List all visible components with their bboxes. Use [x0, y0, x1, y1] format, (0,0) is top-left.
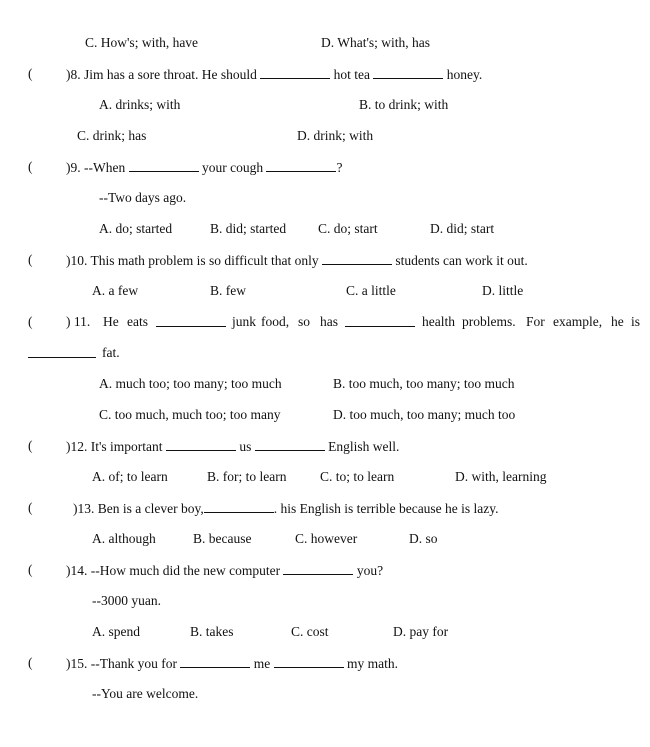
- q13-options-row: [0, 529, 650, 549]
- question-text: )13. Ben is a clever boy, . his English is terrible because he is lazy.: [73, 498, 499, 519]
- q9-reply: [0, 188, 650, 208]
- answer-blank[interactable]: [180, 653, 250, 668]
- q12-options-row: [0, 467, 650, 487]
- answer-blank[interactable]: [260, 64, 330, 79]
- q13-option-c: C. however: [295, 531, 358, 546]
- question-number: )14.: [66, 563, 88, 578]
- q11-option-c: C. too much, much too; too many: [99, 407, 281, 422]
- q12-option-a: A. of; to learn: [92, 469, 168, 484]
- q11-question-continued: fat.: [0, 343, 650, 363]
- question-text: )15. --Thank you for me my math.: [66, 653, 398, 674]
- q12-option-c: C. to; to learn: [320, 469, 395, 484]
- q14-option-c: C. cost: [291, 624, 329, 639]
- answer-paren-open: (: [28, 314, 33, 329]
- q8-option-c: C. drink; has: [77, 128, 147, 143]
- answer-blank[interactable]: [28, 343, 96, 358]
- q10-options-row: [0, 281, 650, 301]
- answer-blank[interactable]: [255, 436, 325, 451]
- question-number: )10.: [66, 253, 88, 268]
- q9-option-b: B. did; started: [210, 221, 287, 236]
- q9-question: [0, 157, 650, 177]
- question-number: )9.: [66, 160, 81, 175]
- q7-option-c: C. How's; with, have: [85, 35, 199, 50]
- q14-question: [0, 560, 650, 580]
- answer-paren-open: (: [28, 500, 33, 515]
- q14-option-a: A. spend: [92, 624, 140, 639]
- q8-option-a: A. drinks; with: [99, 97, 181, 112]
- answer-blank[interactable]: [283, 560, 353, 575]
- reply-text: --Two days ago.: [99, 190, 187, 205]
- question-number: )12.: [66, 439, 88, 454]
- q14-options-row: [0, 622, 650, 642]
- answer-blank[interactable]: [204, 498, 274, 513]
- question-text: )10. This math problem is so difficult that only students can work it out.: [66, 250, 528, 271]
- q10-question: [0, 250, 650, 270]
- question-number: ) 11.: [66, 314, 91, 329]
- q13-option-d: D. so: [409, 531, 438, 546]
- question-text: )8. Jim has a sore throat. He should hot tea honey.: [66, 64, 482, 85]
- question-text: )12. It's important us English well.: [66, 436, 399, 457]
- answer-blank[interactable]: [129, 157, 199, 172]
- answer-blank[interactable]: [345, 312, 415, 327]
- q7-option-d: D. What's; with, has: [321, 35, 431, 50]
- answer-paren-open: (: [28, 562, 33, 577]
- question-text: )9. --When your cough ?: [66, 157, 342, 178]
- q12-option-b: B. for; to learn: [207, 469, 287, 484]
- q8-options-row-1: [0, 95, 650, 115]
- q14-reply: [0, 591, 650, 611]
- q10-option-b: B. few: [210, 283, 246, 298]
- question-text: )14. --How much did the new computer you?: [66, 560, 383, 581]
- q9-options-row: [0, 219, 650, 239]
- q11-option-a: A. much too; too many; too much: [99, 376, 282, 391]
- answer-blank[interactable]: [266, 157, 336, 172]
- q9-option-c: C. do; start: [318, 221, 378, 236]
- answer-paren-open: (: [28, 252, 33, 267]
- answer-blank[interactable]: [373, 64, 443, 79]
- q10-option-a: A. a few: [92, 283, 139, 298]
- q10-option-d: D. little: [482, 283, 524, 298]
- q12-option-d: D. with, learning: [455, 469, 547, 484]
- q9-option-d: D. did; start: [430, 221, 495, 236]
- q11-question: ( ) 11. He eats junk food, so has health problems. For example, he is: [0, 312, 650, 332]
- q13-option-b: B. because: [193, 531, 252, 546]
- question-number: )15.: [66, 656, 88, 671]
- q15-reply: [0, 684, 650, 704]
- answer-paren-open: (: [28, 438, 33, 453]
- q11-options-row-1: [0, 374, 650, 394]
- q12-question: [0, 436, 650, 456]
- q13-option-a: A. although: [92, 531, 156, 546]
- question-number: )13.: [73, 501, 95, 516]
- answer-blank[interactable]: [322, 250, 392, 265]
- q7-options-row: [0, 33, 650, 53]
- answer-blank[interactable]: [274, 653, 344, 668]
- reply-text: --You are welcome.: [92, 686, 199, 701]
- q14-option-d: D. pay for: [393, 624, 449, 639]
- question-number: )8.: [66, 67, 81, 82]
- q10-option-c: C. a little: [346, 283, 396, 298]
- q11-option-b: B. too much, too many; too much: [333, 376, 515, 391]
- q11-options-row-2: [0, 405, 650, 425]
- answer-paren-open: (: [28, 159, 33, 174]
- q15-question: [0, 653, 650, 673]
- q9-option-a: A. do; started: [99, 221, 173, 236]
- reply-text: --3000 yuan.: [92, 593, 161, 608]
- q8-options-row-2: [0, 126, 650, 146]
- q13-question: [0, 498, 650, 518]
- answer-blank[interactable]: [156, 312, 226, 327]
- q14-option-b: B. takes: [190, 624, 234, 639]
- q11-option-d: D. too much, too many; much too: [333, 407, 516, 422]
- answer-blank[interactable]: [166, 436, 236, 451]
- q8-option-d: D. drink; with: [297, 128, 374, 143]
- answer-paren-open: (: [28, 655, 33, 670]
- q8-option-b: B. to drink; with: [359, 97, 449, 112]
- q8-question: [0, 64, 650, 84]
- answer-paren-open: (: [28, 66, 33, 81]
